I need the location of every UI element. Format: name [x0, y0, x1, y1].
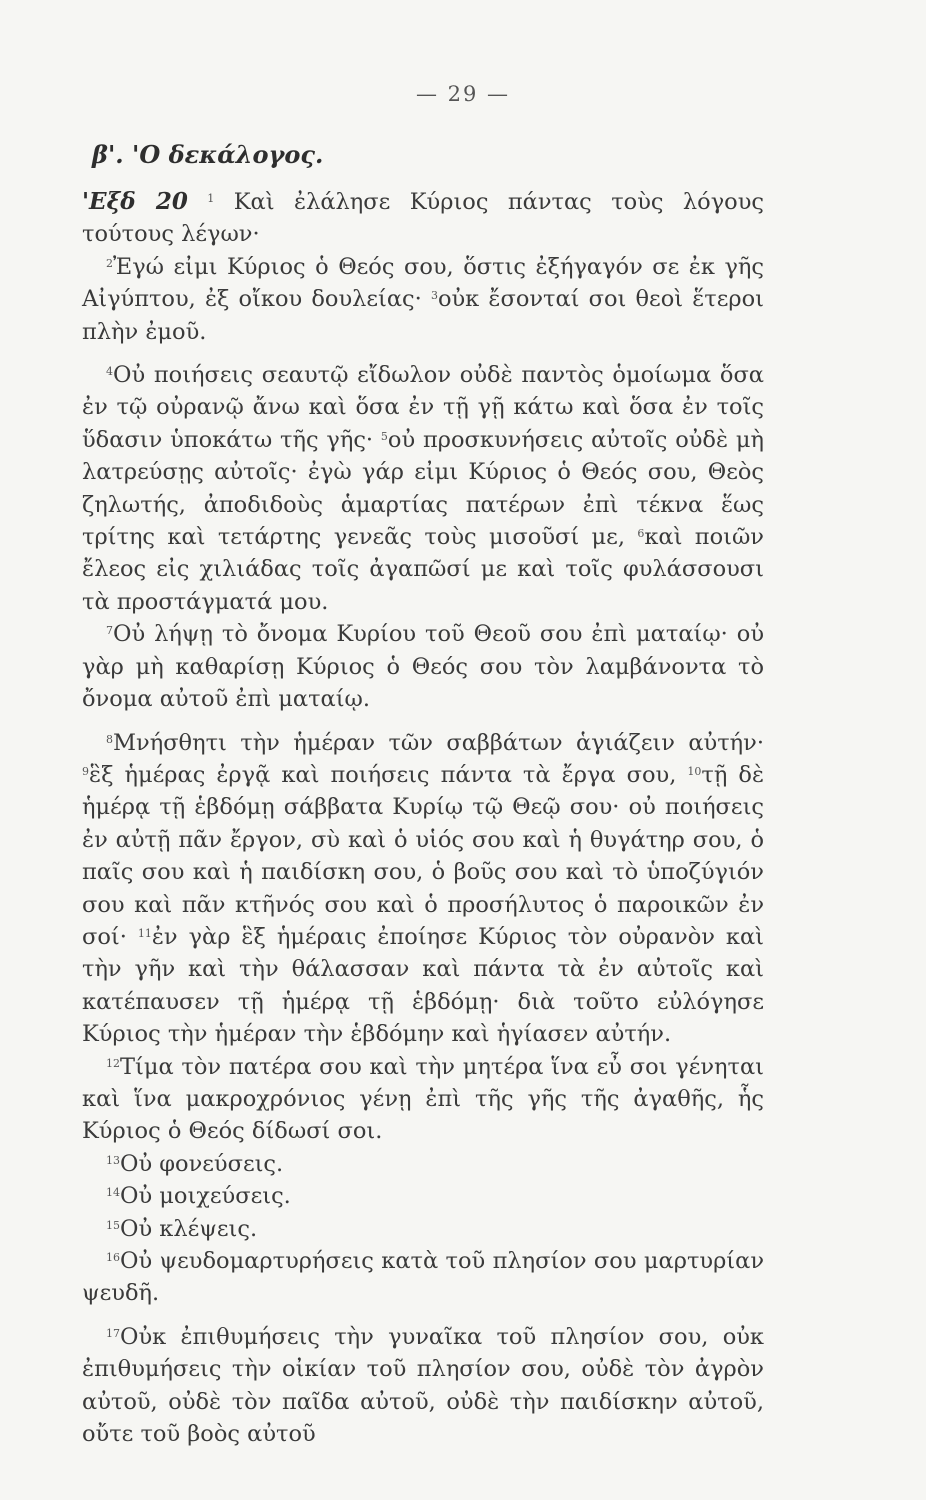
verse-number: 16 — [106, 1251, 120, 1264]
verse-number: 17 — [106, 1326, 120, 1340]
scripture-reference: 'Εξδ 20 — [82, 188, 188, 215]
verse-2: Ἐγώ εἰμι Κύριος ὁ Θεός σου, ὅστις ἐξήγαγόν σε ἐκ γῆς Αἰγύπτου, ἐξ οἴκου δουλείας· — [82, 253, 764, 313]
paragraph-3 — [82, 359, 764, 618]
verse-number: 3 — [430, 289, 438, 303]
verse-number: 6 — [637, 527, 645, 541]
verse-10: τῇ δὲ ἡμέρᾳ τῇ ἑβδόμῃ σάββατα Κυρίῳ τῷ Θεῷ σου· οὐ ποιήσεις ἐν αὐτῇ πᾶν ἔργον, σὺ καὶ ὁ υἱός σου καὶ ἡ θυγάτηρ σου, ὁ παῖς σου καὶ ἡ παιδίσκη σου, ὁ βοῦς σου καὶ τὸ ὑποζύγιόν σου καὶ πᾶν κτῆνός σου καὶ ὁ προσήλυτος ὁ παροικῶν ἐν σοί· — [82, 761, 765, 950]
verse-13: Οὐ φονεύσεις. — [120, 1150, 284, 1177]
verse-number: 5 — [380, 429, 388, 443]
verse-12: Τίμα τὸν πατέρα σου καὶ τὴν μητέρα ἵνα εὖ σοι γένηται καὶ ἵνα μακροχρόνιος γένῃ ἐπὶ τῆς γῆς τῆς ἀγαθῆς, ἧς Κύριος ὁ Θεός δίδωσί σοι. — [82, 1053, 764, 1145]
verse-number: 4 — [106, 365, 113, 379]
verse-1: Καὶ ἐλάλησε Κύριος πάντας τοὺς λόγους τούτους λέγων· — [82, 189, 765, 248]
verse-14: Οὐ μοιχεύσεις. — [120, 1183, 291, 1210]
verse-number: 7 — [106, 624, 113, 638]
paragraph-9 — [82, 1213, 764, 1245]
verse-number: 12 — [106, 1056, 120, 1070]
verse-number: 9 — [82, 764, 89, 778]
body-text — [82, 186, 764, 1450]
paragraph-1 — [82, 186, 764, 251]
paragraph-8 — [82, 1180, 764, 1212]
page-number: — 29 — — [415, 82, 511, 106]
verse-number: 2 — [106, 256, 113, 270]
verse-9: ἓξ ἡμέρας ἐργᾷ καὶ ποιήσεις πάντα τὰ ἔργα σου, — [89, 761, 677, 788]
paragraph-11 — [82, 1321, 764, 1451]
paragraph-10 — [82, 1245, 764, 1310]
verse-7: Οὐ λήψῃ τὸ ὄνομα Κυρίου τοῦ Θεοῦ σου ἐπὶ ματαίῳ· οὐ γὰρ μὴ καθαρίσῃ Κύριος ὁ Θεός σου τὸν λαμβάνοντα τὸ ὄνομα αὐτοῦ ἐπὶ ματαίῳ. — [82, 621, 764, 713]
paragraph-4 — [82, 618, 764, 715]
verse-number: 11 — [137, 926, 152, 940]
verse-3: οὐκ ἔσονταί σοι θεοὶ ἕτεροι πλὴν ἐμοῦ. — [82, 286, 764, 345]
verse-number: 13 — [106, 1153, 120, 1167]
verse-6: καὶ ποιῶν ἔλεος εἰς χιλιάδας τοῖς ἀγαπῶσί με καὶ τοῖς φυλάσσουσι τὰ προστάγματά μου. — [82, 524, 764, 615]
paragraph-5 — [82, 727, 764, 1051]
verse-number: 8 — [106, 732, 113, 746]
verse-15: Οὐ κλέψεις. — [120, 1215, 258, 1242]
verse-number: 14 — [106, 1186, 120, 1200]
section-title: β'. 'Ο δεκάλογος. — [92, 140, 324, 169]
verse-8: Μνήσθητι τὴν ἡμέραν τῶν σαββάτων ἁγιάζειν αὐτήν· — [113, 729, 764, 756]
paragraph-6 — [82, 1051, 764, 1148]
verse-number: 10 — [687, 764, 702, 778]
paragraph-2 — [82, 251, 764, 348]
verse-number: 1 — [207, 192, 215, 205]
verse-5: οὐ προσκυνήσεις αὐτοῖς οὐδὲ μὴ λατρεύσῃς αὐτοῖς· ἐγὼ γάρ εἰμι Κύριος ὁ Θεός σου, Θεὸς ζηλωτής, ἀποδιδοὺς ἁμαρτίας πατέρων ἐπὶ τέκνα ἕως τρίτης καὶ τετάρτης γενεᾶς τοὺς μισοῦσί με, — [82, 426, 764, 551]
verse-11: ἐν γὰρ ἓξ ἡμέραις ἐποίησε Κύριος τὸν οὐρανὸν καὶ τὴν γῆν καὶ τὴν θάλασσαν καὶ πάντα τὰ ἐν αὐτοῖς καὶ κατέπαυσεν τῇ ἡμέρᾳ τῇ ἑβδόμῃ· διὰ τοῦτο εὐλόγησε Κύριος τὴν ἡμέραν τὴν ἑβδόμην καὶ ἡγίασεν αὐτήν. — [82, 923, 764, 1048]
verse-17: Οὐκ ἐπιθυμήσεις τὴν γυναῖκα τοῦ πλησίον σου, οὐκ ἐπιθυμήσεις τὴν οἰκίαν τοῦ πλησίον σου, οὐδὲ τὸν ἀγρὸν αὐτοῦ, οὐδὲ τὸν παῖδα αὐτοῦ, οὐδὲ τὴν παιδίσκην αὐτοῦ, οὔτε τοῦ βοὸς αὐτοῦ — [82, 1323, 764, 1448]
paragraph-7 — [82, 1148, 764, 1180]
verse-number: 15 — [106, 1218, 120, 1232]
verse-4: Οὐ ποιήσεις σεαυτῷ εἴδωλον οὐδὲ παντὸς ὁμοίωμα ὅσα ἐν τῷ οὐρανῷ ἄνω καὶ ὅσα ἐν τῇ γῇ κάτω καὶ ὅσα ἐν τοῖς ὕδασιν ὑποκάτω τῆς γῆς· — [82, 362, 764, 453]
verse-16: Οὐ ψευδομαρτυρήσεις κατὰ τοῦ πλησίον σου μαρτυρίαν ψευδῆ. — [82, 1248, 764, 1307]
